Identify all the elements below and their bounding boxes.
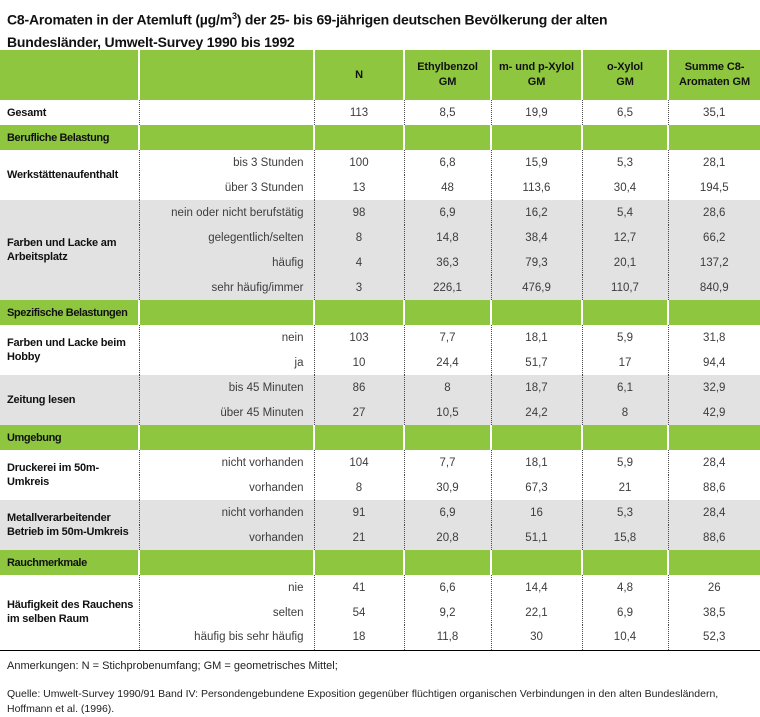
value-cell: 9,2 <box>404 600 491 625</box>
value-cell: 27 <box>314 400 404 425</box>
value-cell: 18,7 <box>491 375 582 400</box>
value-cell: 20,8 <box>404 525 491 550</box>
value-cell: 38,5 <box>668 600 760 625</box>
section-filler-cell <box>582 550 668 575</box>
value-cell: 6,1 <box>582 375 668 400</box>
column-header-label: GM <box>527 76 546 88</box>
subcategory-cell: häufig <box>139 250 314 275</box>
column-header-label: Summe C8- <box>684 61 745 73</box>
value-cell: 52,3 <box>668 625 760 650</box>
section-filler-cell <box>404 300 491 325</box>
column-header-label: Aromaten GM <box>678 76 751 88</box>
value-cell: 98 <box>314 200 404 225</box>
subcategory-cell: vorhanden <box>139 475 314 500</box>
value-cell: 15,9 <box>491 150 582 175</box>
column-header-ethylbenzol <box>404 50 491 100</box>
value-cell: 19,9 <box>491 100 582 125</box>
column-header-o-xylol <box>582 50 668 100</box>
value-cell: 30,4 <box>582 175 668 200</box>
value-cell: 5,3 <box>582 150 668 175</box>
value-cell: 28,6 <box>668 200 760 225</box>
group-label-cell: Häufigkeit des Rauchens im selben Raum <box>7 599 134 626</box>
notes-source-line1: Quelle: Umwelt-Survey 1990/91 Band IV: Persondengebundene Exposition gegenüber flüchtigen organischen Verbindungen in den alten Bundesländern, <box>7 687 719 700</box>
value-cell: 7,7 <box>404 325 491 350</box>
title-superscript: 3 <box>231 11 237 21</box>
value-cell: 30,9 <box>404 475 491 500</box>
value-cell: 31,8 <box>668 325 760 350</box>
value-cell: 10,4 <box>582 625 668 650</box>
title-text-line2: Bundesländer, Umwelt-Survey 1990 bis 1992 <box>7 33 295 50</box>
column-header-label: GM <box>616 76 634 88</box>
value-cell: 41 <box>314 575 404 600</box>
value-cell: 15,8 <box>582 525 668 550</box>
value-cell: 6,6 <box>404 575 491 600</box>
section-filler-cell <box>314 300 404 325</box>
section-filler-cell <box>491 125 582 150</box>
section-filler-cell <box>139 550 314 575</box>
value-cell: 137,2 <box>668 250 760 275</box>
section-filler-cell <box>491 300 582 325</box>
section-filler-cell <box>404 550 491 575</box>
section-filler-cell <box>582 425 668 450</box>
subcategory-cell <box>139 100 314 125</box>
value-cell: 6,9 <box>582 600 668 625</box>
value-cell: 6,5 <box>582 100 668 125</box>
section-header-row <box>0 550 760 575</box>
subcategory-cell: nie <box>139 575 314 600</box>
section-header-row <box>0 125 760 150</box>
subcategory-cell: über 3 Stunden <box>139 175 314 200</box>
table-body <box>0 100 760 650</box>
group-label-cell: Druckerei im 50m-Umkreis <box>7 462 99 488</box>
value-cell: 51,7 <box>491 350 582 375</box>
value-cell: 28,1 <box>668 150 760 175</box>
value-cell: 6,9 <box>404 200 491 225</box>
value-cell: 4,8 <box>582 575 668 600</box>
group-label-cell: Zeitung lesen <box>0 375 139 425</box>
table-row <box>0 375 760 400</box>
column-header-label: Ethylbenzol <box>417 61 478 73</box>
value-cell: 7,7 <box>404 450 491 475</box>
value-cell: 18,1 <box>491 325 582 350</box>
group-label-cell: Farben und Lacke am Arbeitsplatz <box>0 200 139 300</box>
value-cell: 6,8 <box>404 150 491 175</box>
value-cell: 67,3 <box>491 475 582 500</box>
value-cell: 18,1 <box>491 450 582 475</box>
page-title <box>0 0 760 50</box>
section-header-row <box>0 425 760 450</box>
group-label-cell: Gesamt <box>7 106 47 119</box>
value-cell: 35,1 <box>668 100 760 125</box>
section-filler-cell <box>668 550 760 575</box>
value-cell: 8 <box>404 375 491 400</box>
column-header-n <box>314 50 404 100</box>
table-row <box>0 325 760 350</box>
column-header-subcategory <box>139 50 314 100</box>
table-row <box>0 450 760 475</box>
value-cell: 8 <box>314 225 404 250</box>
column-header-label: N <box>355 68 363 81</box>
section-filler-cell <box>668 425 760 450</box>
value-cell: 11,8 <box>404 625 491 650</box>
title-text-pre: C8-Aromaten in der Atemluft (µg/m <box>7 11 232 28</box>
value-cell: 113,6 <box>491 175 582 200</box>
section-filler-cell <box>139 125 314 150</box>
value-cell: 6,9 <box>404 500 491 525</box>
value-cell: 476,9 <box>491 275 582 300</box>
value-cell: 21 <box>582 475 668 500</box>
section-label-cell: Spezifische Belastungen <box>0 300 139 325</box>
column-header-label: o-Xylol <box>607 61 643 73</box>
table-row <box>0 150 760 175</box>
section-filler-cell <box>668 300 760 325</box>
subcategory-cell: ja <box>139 350 314 375</box>
section-header-row <box>0 300 760 325</box>
value-cell: 12,7 <box>582 225 668 250</box>
section-filler-cell <box>139 425 314 450</box>
value-cell: 13 <box>314 175 404 200</box>
group-label-cell: Metallverarbeitender Betrieb im 50m-Umkreis <box>0 500 139 550</box>
section-filler-cell <box>404 425 491 450</box>
value-cell: 10,5 <box>404 400 491 425</box>
value-cell: 54 <box>314 600 404 625</box>
notes-source-line2: Hoffmann et al. (1996). <box>7 702 115 715</box>
subcategory-cell: nein <box>139 325 314 350</box>
subcategory-cell: über 45 Minuten <box>139 400 314 425</box>
value-cell: 100 <box>314 150 404 175</box>
value-cell: 24,2 <box>491 400 582 425</box>
value-cell: 86 <box>314 375 404 400</box>
section-filler-cell <box>582 125 668 150</box>
subcategory-cell: selten <box>139 600 314 625</box>
data-table <box>0 50 760 651</box>
subcategory-cell: nicht vorhanden <box>139 500 314 525</box>
table-row <box>0 500 760 525</box>
subcategory-cell: bis 3 Stunden <box>139 150 314 175</box>
section-filler-cell <box>139 300 314 325</box>
value-cell: 840,9 <box>668 275 760 300</box>
notes-source <box>7 687 752 717</box>
table-row <box>0 575 760 600</box>
value-cell: 5,9 <box>582 325 668 350</box>
section-label-cell: Berufliche Belastung <box>0 125 139 150</box>
value-cell: 10 <box>314 350 404 375</box>
value-cell: 24,4 <box>404 350 491 375</box>
value-cell: 26 <box>668 575 760 600</box>
value-cell: 79,3 <box>491 250 582 275</box>
value-cell: 48 <box>404 175 491 200</box>
value-cell: 91 <box>314 500 404 525</box>
value-cell: 18 <box>314 625 404 650</box>
value-cell: 32,9 <box>668 375 760 400</box>
section-label-cell: Umgebung <box>0 425 139 450</box>
value-cell: 21 <box>314 525 404 550</box>
column-header-mp-xylol <box>491 50 582 100</box>
value-cell: 14,8 <box>404 225 491 250</box>
value-cell: 14,4 <box>491 575 582 600</box>
value-cell: 3 <box>314 275 404 300</box>
subcategory-cell: bis 45 Minuten <box>139 375 314 400</box>
value-cell: 88,6 <box>668 525 760 550</box>
value-cell: 28,4 <box>668 500 760 525</box>
value-cell: 8,5 <box>404 100 491 125</box>
subcategory-cell: sehr häufig/immer <box>139 275 314 300</box>
value-cell: 113 <box>314 100 404 125</box>
section-filler-cell <box>491 550 582 575</box>
subcategory-cell: häufig bis sehr häufig <box>139 625 314 650</box>
section-filler-cell <box>314 550 404 575</box>
subcategory-cell: gelegentlich/selten <box>139 225 314 250</box>
value-cell: 103 <box>314 325 404 350</box>
section-filler-cell <box>404 125 491 150</box>
value-cell: 16 <box>491 500 582 525</box>
value-cell: 5,9 <box>582 450 668 475</box>
column-header-label: m- und p-Xylol <box>499 61 574 73</box>
value-cell: 30 <box>491 625 582 650</box>
value-cell: 94,4 <box>668 350 760 375</box>
section-filler-cell <box>314 125 404 150</box>
value-cell: 36,3 <box>404 250 491 275</box>
column-header-category <box>0 50 139 100</box>
subcategory-cell: nicht vorhanden <box>139 450 314 475</box>
group-label-cell: Werkstättenaufenthalt <box>7 169 119 181</box>
value-cell: 8 <box>314 475 404 500</box>
section-filler-cell <box>491 425 582 450</box>
group-label-cell: Farben und Lacke beim Hobby <box>7 337 126 363</box>
value-cell: 38,4 <box>491 225 582 250</box>
value-cell: 8 <box>582 400 668 425</box>
column-header-label: GM <box>438 76 457 88</box>
section-filler-cell <box>582 300 668 325</box>
value-cell: 104 <box>314 450 404 475</box>
value-cell: 28,4 <box>668 450 760 475</box>
section-filler-cell <box>668 125 760 150</box>
table-row <box>0 200 760 225</box>
value-cell: 226,1 <box>404 275 491 300</box>
subcategory-cell: nein oder nicht berufstätig <box>139 200 314 225</box>
value-cell: 5,4 <box>582 200 668 225</box>
column-header-summe-c8 <box>668 50 760 100</box>
table-row <box>0 100 760 125</box>
section-filler-cell <box>314 425 404 450</box>
value-cell: 17 <box>582 350 668 375</box>
value-cell: 66,2 <box>668 225 760 250</box>
value-cell: 51,1 <box>491 525 582 550</box>
value-cell: 22,1 <box>491 600 582 625</box>
subcategory-cell: vorhanden <box>139 525 314 550</box>
section-label-cell: Rauchmerkmale <box>0 550 139 575</box>
value-cell: 88,6 <box>668 475 760 500</box>
value-cell: 20,1 <box>582 250 668 275</box>
header-row <box>0 50 760 100</box>
value-cell: 4 <box>314 250 404 275</box>
title-text-post: ) der 25- bis 69-jährigen deutschen Bevölkerung der alten <box>236 11 608 28</box>
value-cell: 42,9 <box>668 400 760 425</box>
notes-abbreviations: Anmerkungen: N = Stichprobenumfang; GM = geometrisches Mittel; <box>7 659 338 672</box>
value-cell: 110,7 <box>582 275 668 300</box>
value-cell: 16,2 <box>491 200 582 225</box>
value-cell: 194,5 <box>668 175 760 200</box>
value-cell: 5,3 <box>582 500 668 525</box>
